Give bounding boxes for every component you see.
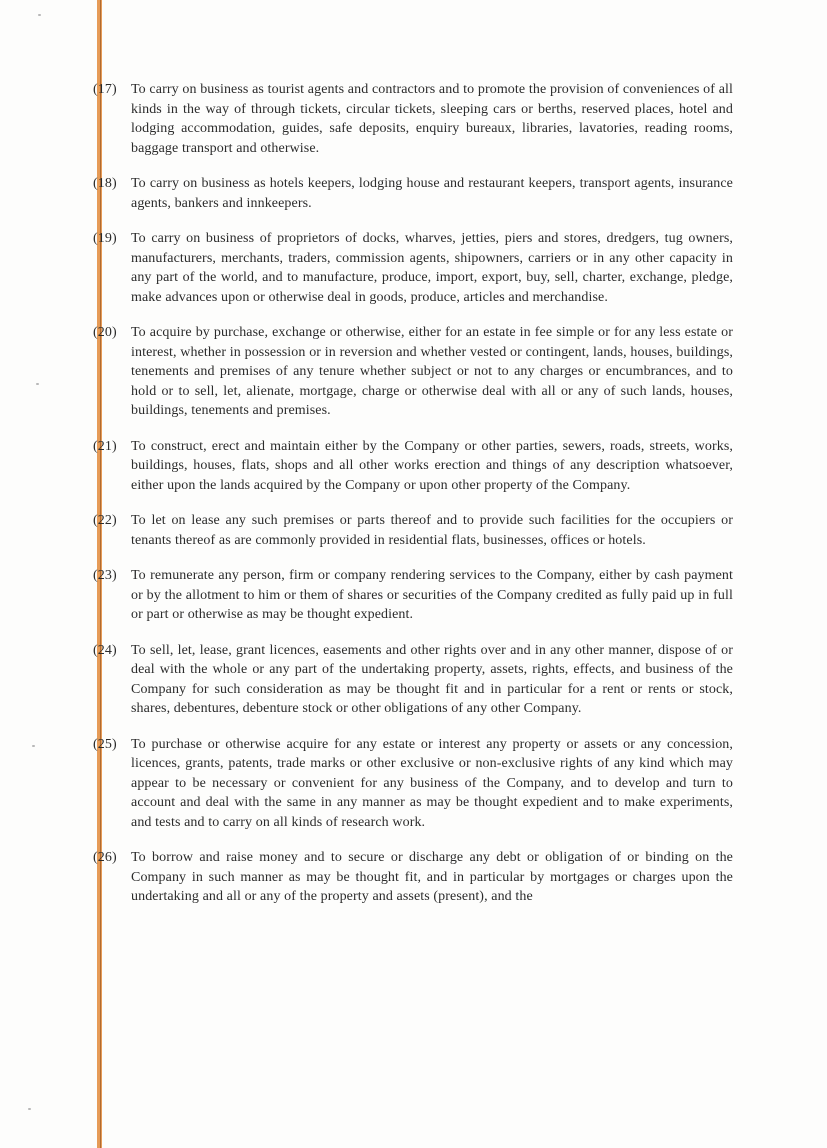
clause-text: To carry on business as hotels keepers, lodging house and restaurant keepers, transport agents, insurance agents, bankers and innkeepers. <box>131 176 733 211</box>
clause-20 <box>93 323 733 421</box>
clause-number: (24) <box>93 642 117 658</box>
clause-number: (17) <box>93 82 117 97</box>
clause-number: (21) <box>93 438 117 454</box>
clause-text: To purchase or otherwise acquire for any estate or interest any property or assets or any concession, licences, grants, patents, trade marks or other exclusive or non-exclusive rights of any kind which may appear to be necessary or convenient for any business of the Company, and to develop and turn to account and deal with the same in any manner as may be thought expedient and to make experiments, and tests and to carry on all kinds of research work. <box>131 736 733 830</box>
clause-number: (18) <box>93 176 117 191</box>
clause-25 <box>93 735 733 833</box>
scan-speck <box>32 745 35 747</box>
scan-speck <box>36 383 39 385</box>
clause-22 <box>93 511 733 550</box>
clause-24 <box>93 641 733 719</box>
clause-text: To acquire by purchase, exchange or otherwise, either for an estate in fee simple or for any less estate or interest, whether in possession or in reversion and whether vested or contingent, lands, houses, buildings, tenements and premises of any tenure whether subject or not to any charges or encumbrances, and to hold or to sell, let, alienate, mortgage, charge or otherwise deal with all or any of such lands, houses, buildings, tenements and premises. <box>131 325 733 418</box>
clause-number: (22) <box>93 513 117 528</box>
scan-speck <box>28 1108 31 1110</box>
clause-text: To let on lease any such premises or parts thereof and to provide such facilities for the occupiers or tenants thereof as are commonly provided in residential flats, businesses, offices or hotels. <box>131 513 733 548</box>
clause-text: To carry on business as tourist agents and contractors and to promote the provision of conveniences of all kinds in the way of through tickets, circular tickets, sleeping cars or berths, reserved places, hotel and lodging accommodation, guides, safe deposits, enquiry bureaux, libraries, lavatories, reading rooms, baggage transport and otherwise. <box>131 82 733 156</box>
clause-number: (20) <box>93 325 117 340</box>
clause-18 <box>93 174 733 213</box>
clause-21 <box>93 437 733 496</box>
clause-number: (19) <box>93 231 117 246</box>
clause-number: (23) <box>93 568 117 583</box>
clause-text: To sell, let, lease, grant licences, easements and other rights over and in any other manner, dispose of or deal with the whole or any part of the undertaking property, assets, rights, effects, and business of the Company for such consideration as may be thought fit and in particular for a rent or rents or stock, shares, debentures, debenture stock or other obligations of any other Company. <box>131 642 733 716</box>
document-body <box>93 80 733 923</box>
clause-23 <box>93 566 733 625</box>
clause-text: To construct, erect and maintain either by the Company or other parties, sewers, roads, streets, works, buildings, houses, flats, shops and all other works erection and things of any description whatsoever, either upon the lands acquired by the Company or upon other property of the Company. <box>131 438 733 493</box>
clause-19 <box>93 229 733 307</box>
scan-speck <box>38 14 41 16</box>
clause-text: To remunerate any person, firm or company rendering services to the Company, either by cash payment or by the allotment to him or them of shares or securities of the Company credited as fully paid up in full or part or otherwise as may be thought expedient. <box>131 568 733 622</box>
clause-number: (26) <box>93 850 117 865</box>
clause-17 <box>93 80 733 158</box>
clause-text: To carry on business of proprietors of docks, wharves, jetties, piers and stores, dredgers, tug owners, manufacturers, merchants, traders, commission agents, shipowners, carriers or in any other capacity in any part of the world, and to manufacture, produce, import, export, buy, sell, charter, exchange, pledge, make advances upon or otherwise deal in goods, produce, articles and merchandise. <box>131 231 733 305</box>
clause-26 <box>93 848 733 907</box>
clause-number: (25) <box>93 736 117 752</box>
clause-text: To borrow and raise money and to secure or discharge any debt or obligation of or binding on the Company in such manner as may be thought fit, and in particular by mortgages or charges upon the undertaking and all or any of the property and assets (present), and the <box>131 850 733 904</box>
